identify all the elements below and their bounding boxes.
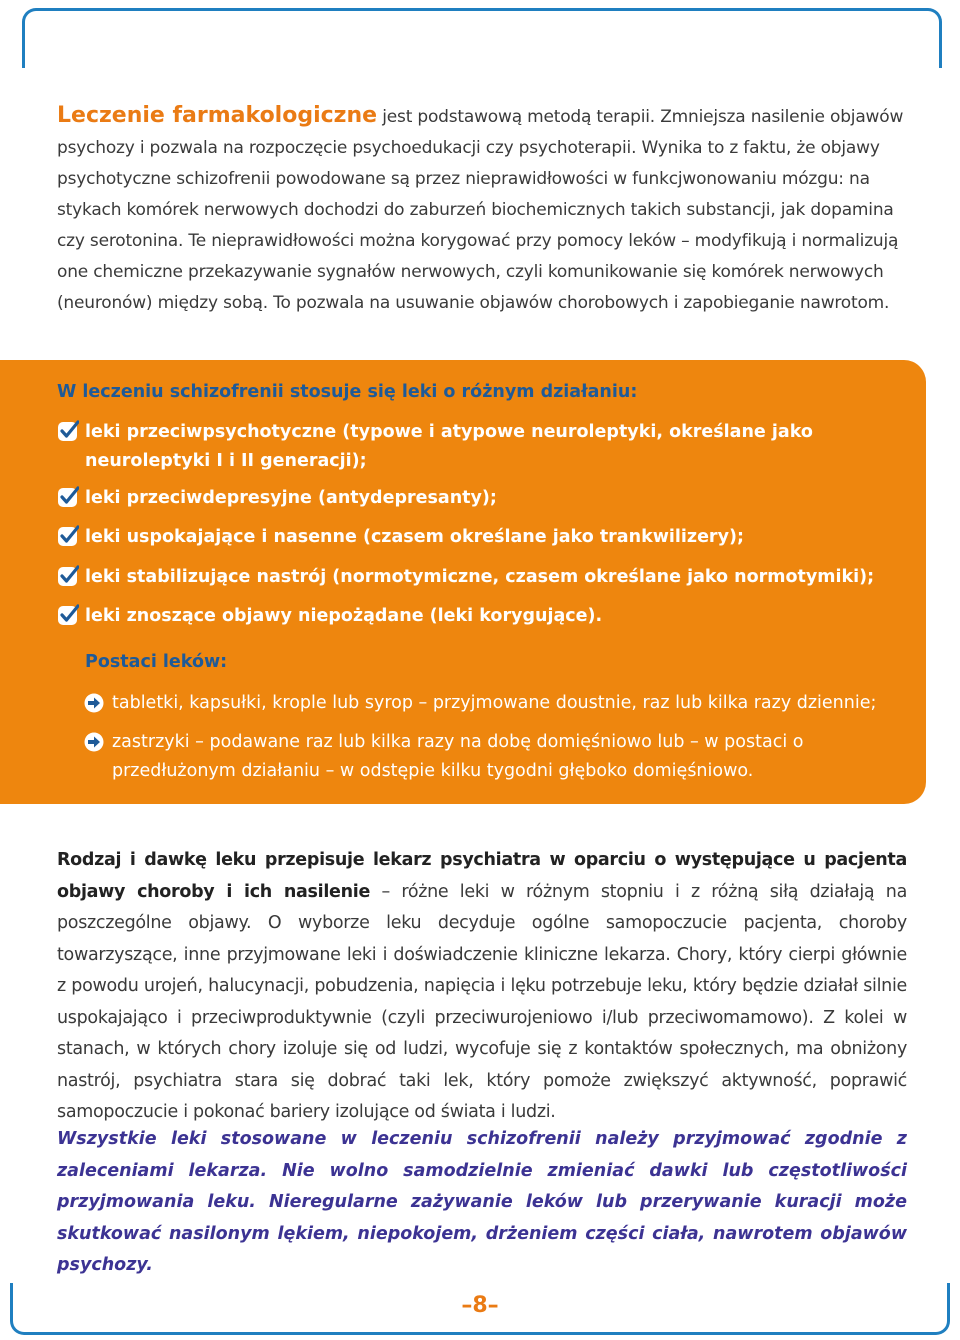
check-badge-icon <box>57 604 79 626</box>
drug-form-item <box>84 728 914 786</box>
drug-type-label: leki znoszące objawy niepożądane (leki korygujące). <box>85 606 603 626</box>
prescription-bold-lead: Rodzaj i dawkę leku przepisuje lekarz psychiatra w oparciu o występujące u pacjenta objawy choroby i ich nasilenie <box>57 850 907 902</box>
drug-type-label: leki przeciwpsychotyczne (typowe i atypowe neuroleptyki, określane jako neuroleptyki I i II generacji); <box>85 422 813 471</box>
check-badge-icon <box>57 486 79 508</box>
drug-types-heading: W leczeniu schizofrenii stosuje się leki o różnym działaniu: <box>57 382 638 402</box>
warning-note: Wszystkie leki stosowane w leczeniu schizofrenii należy przyjmować zgodnie z zaleceniami lekarza. Nie wolno samodzielnie zmieniać dawki lub częstotliwości przyjmowania leku. Nieregularne zażywanie leków lub przerywanie kuracji może skutkować nasilonym lękiem, niepokojem, drżeniem części ciała, nawrotem objawów psychozy. <box>57 1129 907 1275</box>
drug-form-label: zastrzyki – podawane raz lub kilka razy na dobę domięśniowo lub – w postaci o przedłużonym działaniu – w odstępie kilku tygodni głęboko domięśniowo. <box>112 732 804 781</box>
drug-type-label: leki uspokajające i nasenne (czasem określane jako trankwilizery); <box>85 527 744 547</box>
drug-form-label: tabletki, kapsułki, krople lub syrop – przyjmowane doustnie, raz lub kilka razy dziennie; <box>112 693 877 713</box>
drug-type-label: leki stabilizujące nastrój (normotymiczne, czasem określane jako normotymiki); <box>85 567 875 587</box>
check-badge-icon <box>57 420 79 442</box>
drug-forms-heading: Postaci leków: <box>85 652 228 672</box>
drug-type-item <box>57 602 917 631</box>
check-badge-icon <box>57 525 79 547</box>
drug-type-item <box>57 484 917 513</box>
intro-text: jest podstawową metodą terapii. Zmniejsza nasilenie objawów psychozy i pozwala na rozpoczęcie psychoedukacji czy psychoterapii. Wynika to z faktu, że objawy psychotyczne schizofrenii powodowane są przez nieprawidłowości w funkcjwonowaniu mózgu: na stykach komórek nerwowych dochodzi do zaburzeń biochemicznych takich substancji, jak dopamina czy serotonina. Te nieprawidłowości można korygować przy pomocy leków – modyfikują i normalizują one chemiczne przekazywanie sygnałów nerwowych, czyli komunikowanie się komórek nerwowych (neuronów) między sobą. To pozwala na usuwanie objawów chorobowych i zapobieganie nawrotom. <box>57 107 904 313</box>
intro-lead: Leczenie farmakologiczne <box>57 103 378 128</box>
drug-type-item <box>57 418 917 476</box>
drug-type-item <box>57 563 917 592</box>
prescription-paragraph <box>57 845 907 1129</box>
page-number: –8– <box>461 1293 499 1318</box>
intro-paragraph <box>57 100 907 319</box>
prescription-text: – różne leki w różnym stopniu i z różną siłą działają na poszczególne objawy. O wyborze leku decyduje ogólne samopoczucie pacjenta, choroby towarzyszące, inne przyjmowane leki i doświadczenie kliniczne lekarza. Chory, który cierpi głównie z powodu urojeń, halucynacji, pobudzenia, napięcia i lęku potrzebuje leku, który będzie działał silnie uspokajająco i przeciwproduktywnie (czyli przeciwurojeniowo i/lub przeciwomamowo). Z kolei w stanach, w których chory izoluje się od ludzi, wycofuje się z kontaktów społecznych, ma obniżony nastrój, psychiatra stara się dobrać taki lek, który pomoże zwiększyć aktywność, poprawić samopoczucie i pokonać bariery izolujące od świata i ludzi. <box>57 881 907 1122</box>
arrow-right-circle-icon <box>84 693 104 713</box>
drug-form-item <box>84 689 914 718</box>
page-frame-top <box>22 8 942 68</box>
drug-type-item <box>57 523 917 552</box>
drug-type-label: leki przeciwdepresyjne (antydepresanty); <box>85 488 497 508</box>
arrow-right-circle-icon <box>84 732 104 752</box>
check-badge-icon <box>57 565 79 587</box>
